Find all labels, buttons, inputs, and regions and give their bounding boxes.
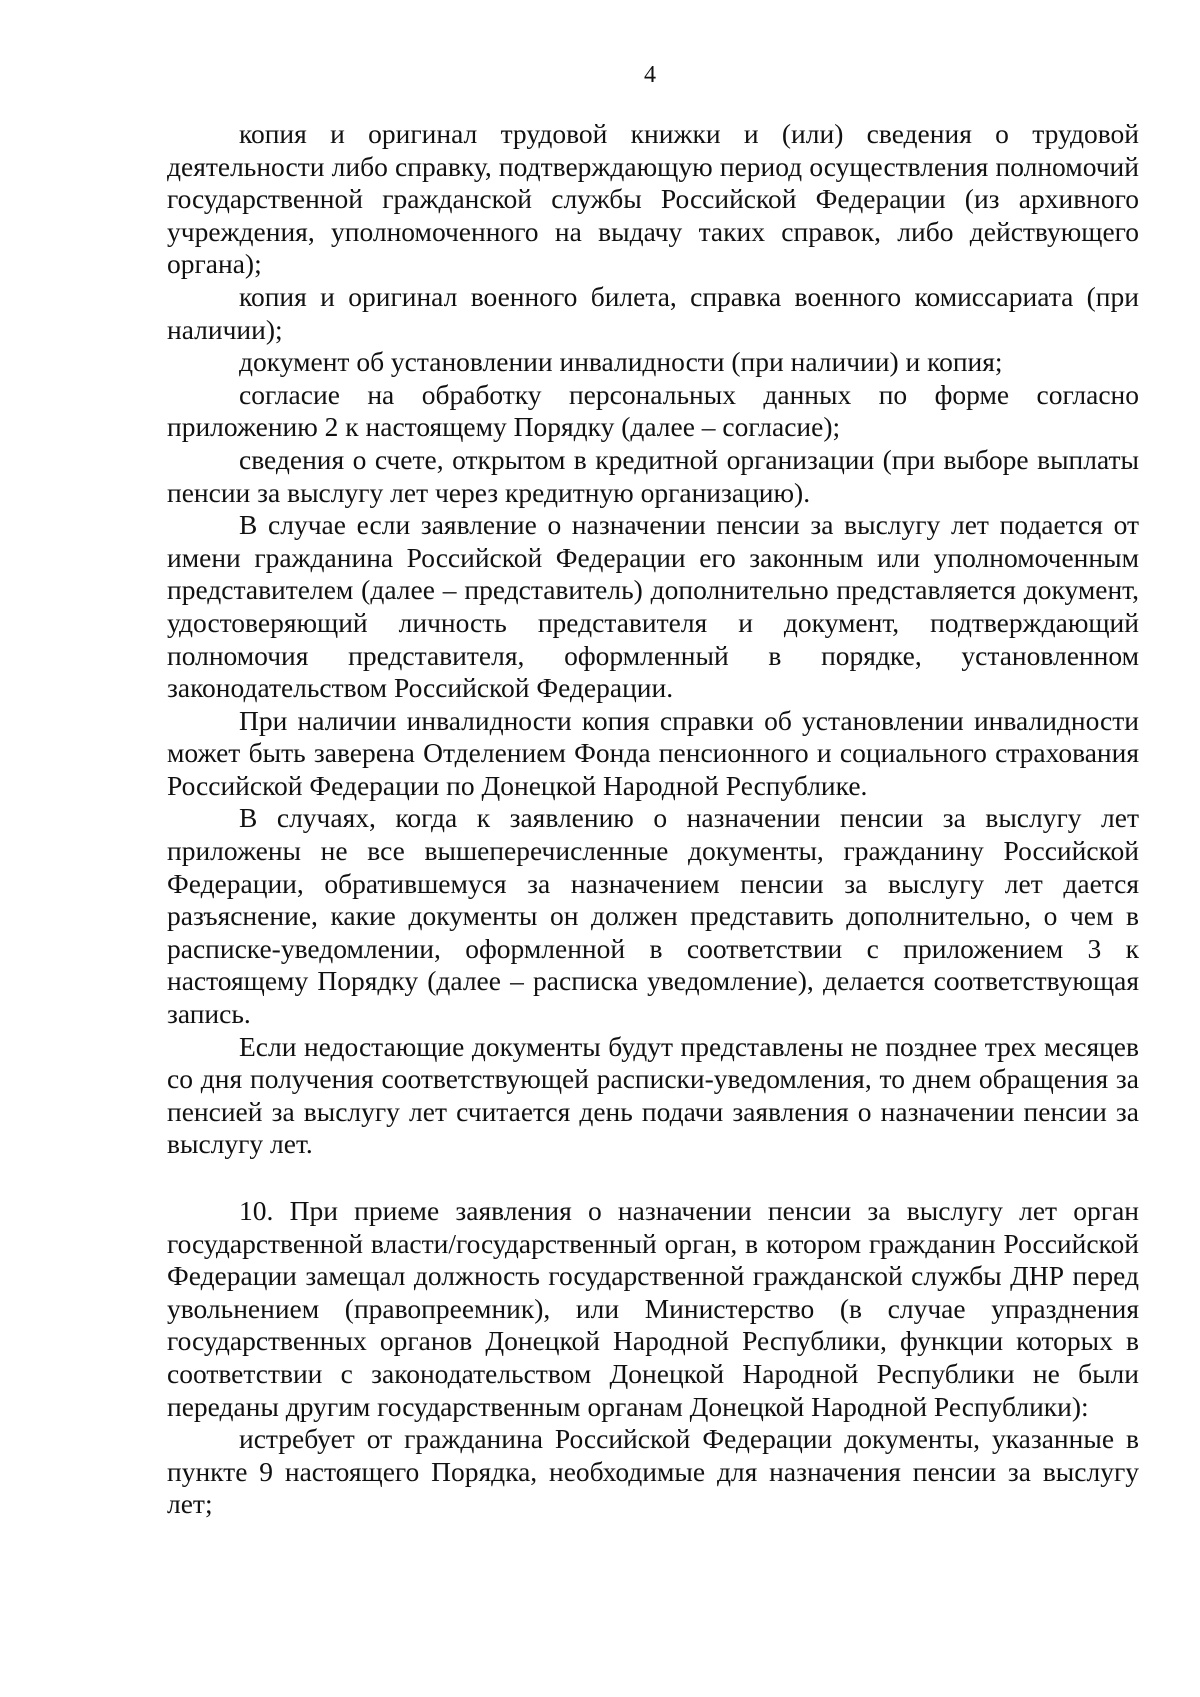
paragraph-work-record-copy: копия и оригинал трудовой книжки и (или) сведения о трудовой деятельности либо справку, подтверждающую период осуществления полномочий государственной гражданской службы Российской Федерации (из архивного учреждения, уполномоченного на выдачу таких справок, либо действующего органа); (167, 118, 1139, 280)
paragraph-representative: В случае если заявление о назначении пенсии за выслугу лет подается от имени гражданина Российской Федерации его законным или уполномоченным представителем (далее – представитель) дополнительно представляется документ, удостоверяющий личность представителя и документ, подтверждающий полномочия представителя, оформленный в порядке, установленном законодательством Российской Федерации. (167, 509, 1139, 704)
section-gap (167, 1161, 1139, 1195)
paragraph-disability-document: документ об установлении инвалидности (при наличии) и копия; (239, 346, 1003, 378)
paragraph-bank-account: сведения о счете, открытом в кредитной организации (при выборе выплаты пенсии за выслугу лет через кредитную организацию). (167, 443, 1139, 508)
document-body (167, 118, 1139, 1521)
paragraph-incomplete-documents: В случаях, когда к заявлению о назначении пенсии за выслугу лет приложены не все вышеперечисленные документы, гражданину Российской Федерации, обратившемуся за назначением пенсии за выслугу лет дается разъяснение, какие документы он должен представить дополнительно, о чем в расписке-уведомлении, оформленной в соответствии с приложением 3 к настоящему Порядку (далее – расписка уведомление), делается соответствующая запись. (167, 802, 1139, 1030)
paragraph-personal-data-consent: согласие на обработку персональных данных по форме согласно приложению 2 к настоящему Порядку (далее – согласие); (167, 378, 1139, 443)
paragraph-clause-10: 10. При приеме заявления о назначении пенсии за выслугу лет орган государственной власти/государственный орган, в котором гражданин Российской Федерации замещал должность государственной гражданской службы ДНР перед увольнением (правопреемник), или Министерство (в случае упразднения государственных органов Донецкой Народной Республики, функции которых в соответствии с законодательством Донецкой Народной Республики не были переданы другим государственным органам Донецкой Народной Республики): (167, 1195, 1139, 1422)
paragraph-disability-certificate: При наличии инвалидности копия справки об установлении инвалидности может быть заверена Отделением Фонда пенсионного и социального страхования Российской Федерации по Донецкой Народной Республике. (167, 704, 1139, 801)
paragraph-request-documents: истребует от гражданина Российской Федерации документы, указанные в пункте 9 настоящего Порядка, необходимые для назначения пенсии за выслугу лет; (167, 1423, 1139, 1520)
paragraph-military-id: копия и оригинал военного билета, справка военного комиссариата (при наличии); (167, 280, 1139, 345)
page-number: 4 (644, 62, 656, 88)
paragraph-missing-documents-deadline: Если недостающие документы будут представлены не позднее трех месяцев со дня получения соответствующей расписки-уведомления, то днем обращения за пенсией за выслугу лет считается день подачи заявления о назначении пенсии за выслугу лет. (167, 1030, 1139, 1160)
